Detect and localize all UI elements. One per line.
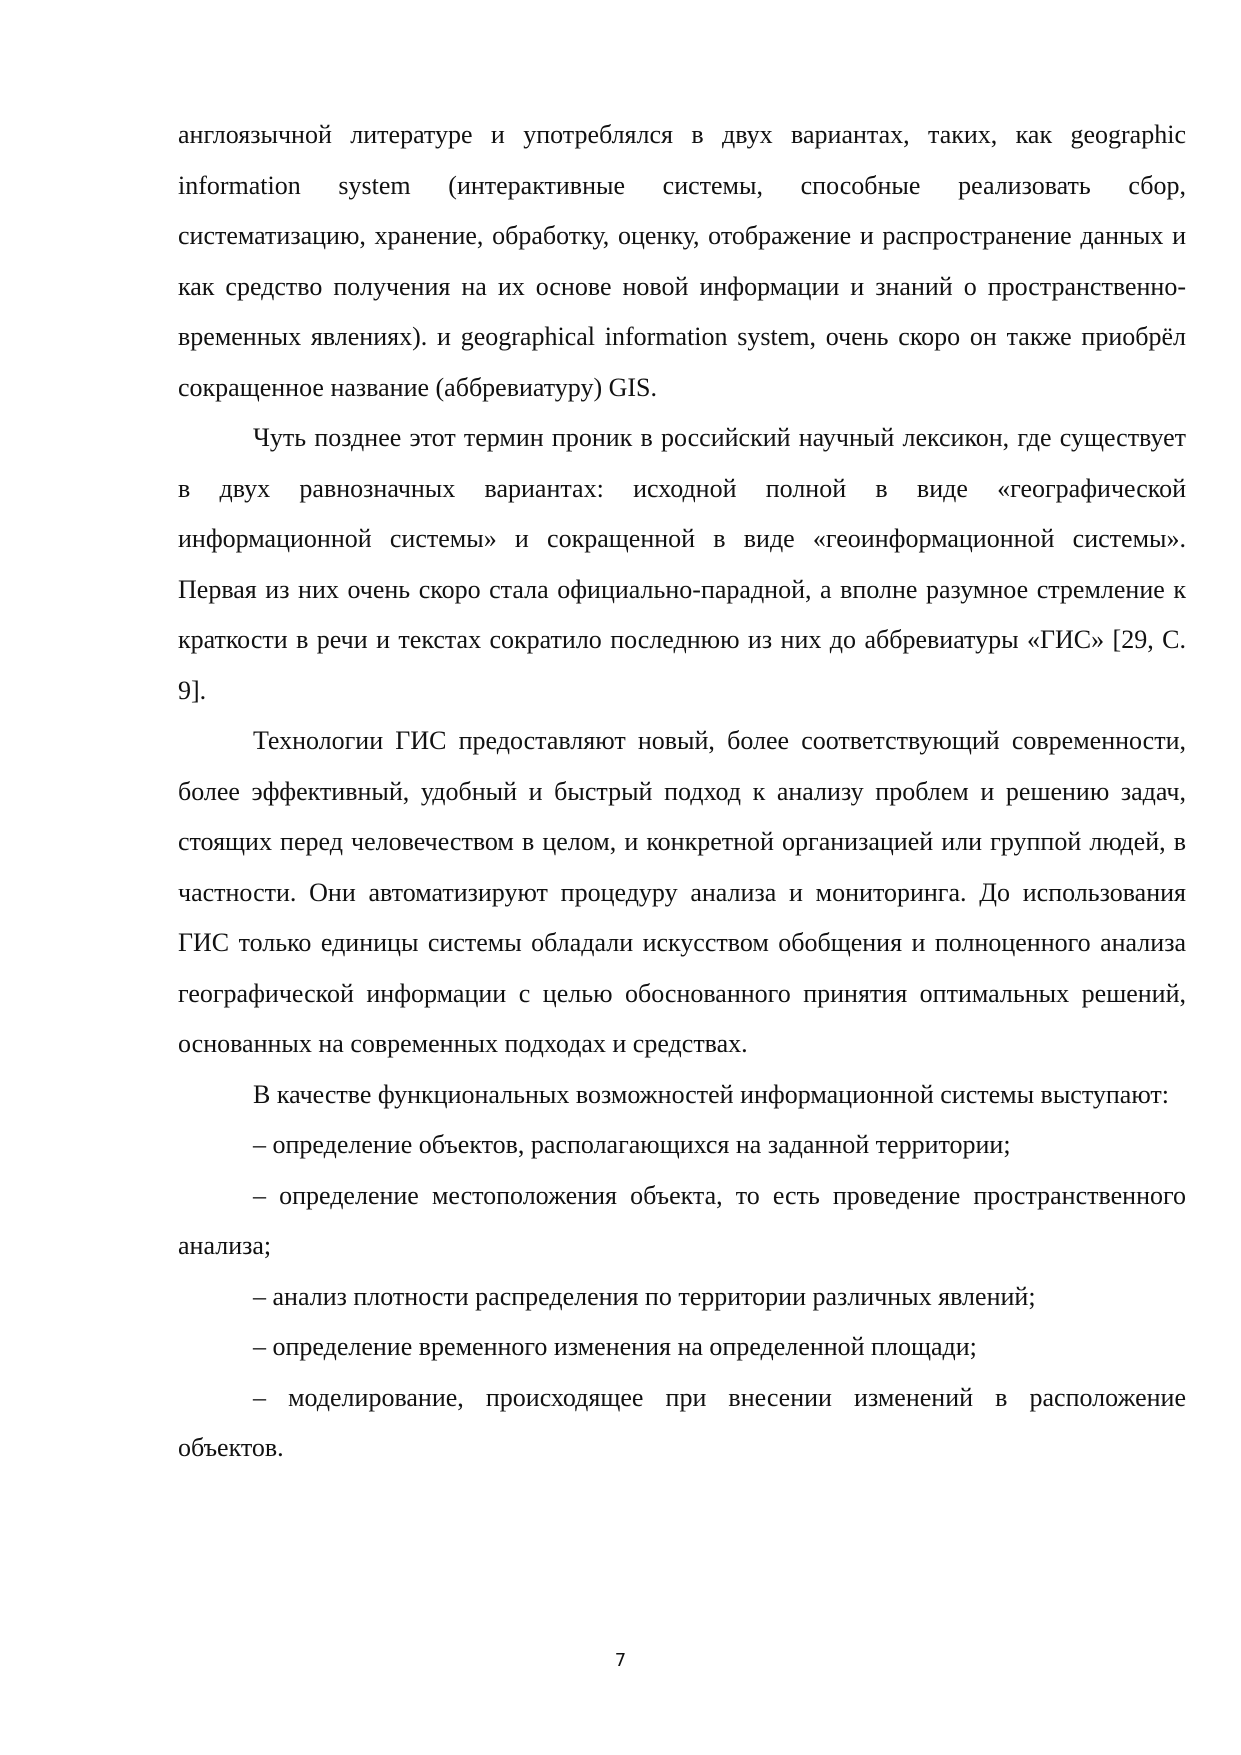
paragraph-gis-technologies: Технологии ГИС предоставляют новый, более соответствующий современности, более эффективный, удобный и быстрый подход к анализу проблем и решению задач, стоящих перед человечеством в целом, и конкретной организацией или группой людей, в частности. Они автоматизируют процедуру анализа и мониторинга. До использования ГИС только единицы системы обладали искусством обобщения и полноценного анализа географической информации с целью обоснованного принятия оптимальных решений, основанных на современных подходах и средствах.: [178, 726, 1186, 1058]
paragraph-term-in-russian: Чуть позднее этот термин проник в российский научный лексикон, где существует в двух равнозначных вариантах: исходной полной в виде «географической информационной системы» и сокращенной в виде «геоинформационной системы». Первая из них очень скоро стала официально-парадной, а вполне разумное стремление к краткости в речи и текстах сократило последнюю из них до аббревиатуры «ГИС» [29, С. 9].: [178, 423, 1186, 705]
body-text: [178, 110, 1186, 1474]
page-number: 7: [614, 1650, 627, 1671]
list-item: – определение объектов, располагающихся на заданной территории;: [253, 1130, 1011, 1159]
paragraph-continuation: англоязычной литературе и употреблялся в двух вариантах, таких, как geographic information system (интерактивные системы, способные реализовать сбор, систематизацию, хранение, обработку, оценку, отображение и распространение данных и как средство получения на их основе новой информации и знаний о пространственно-временных явлениях). и geographical information system, очень скоро он также приобрёл сокращенное название (аббревиатуру) GIS.: [178, 120, 1186, 402]
list-item: – анализ плотности распределения по территории различных явлений;: [253, 1281, 1036, 1311]
list-item: – определение местоположения объекта, то есть проведение пространственного анализа;: [178, 1180, 1186, 1260]
list-item: – моделирование, происходящее при внесении изменений в расположение объектов.: [178, 1382, 1186, 1462]
paragraph-functional-capabilities: В качестве функциональных возможностей информационной системы выступают:: [253, 1079, 1169, 1109]
list-item: – определение временного изменения на определенной площади;: [253, 1332, 977, 1361]
